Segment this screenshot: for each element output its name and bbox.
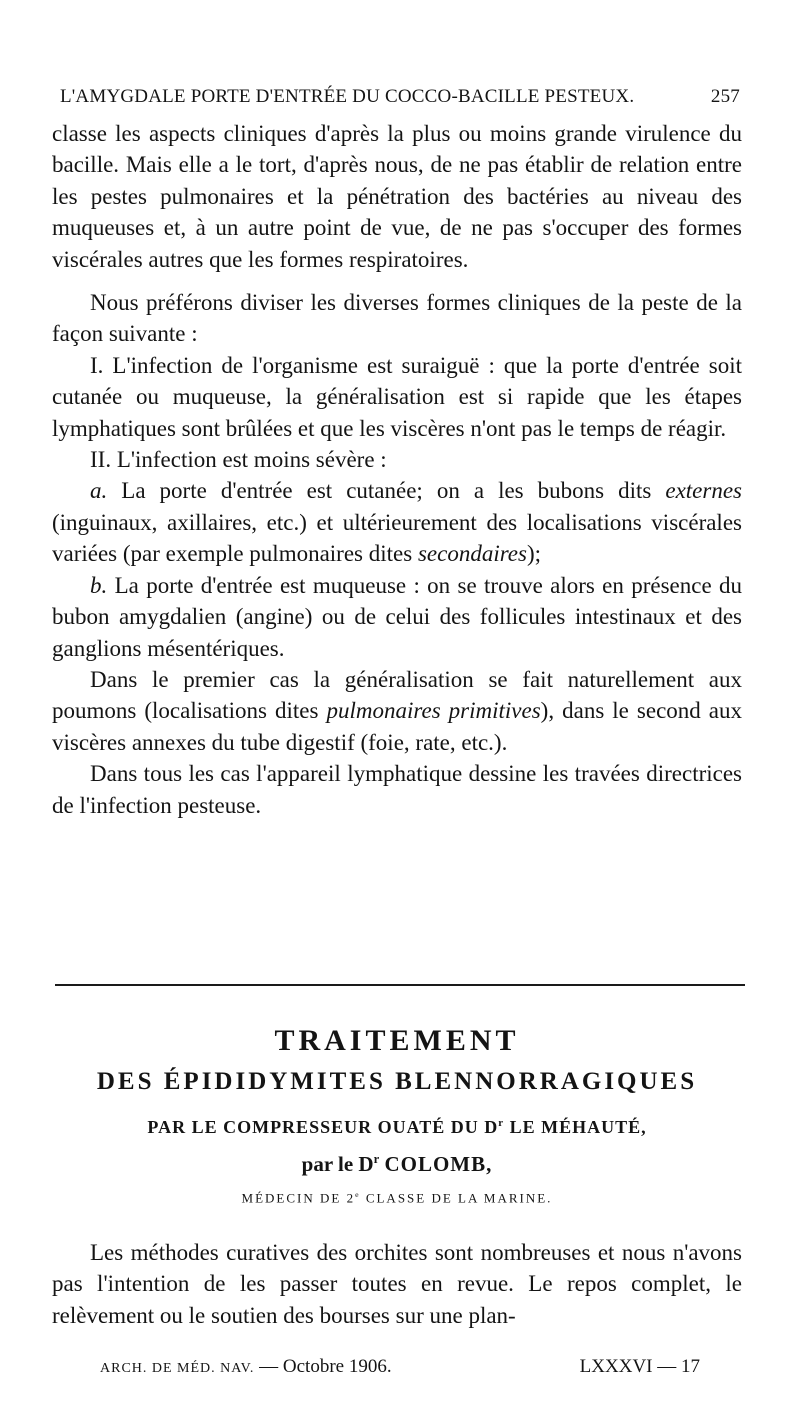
italic-term: pulmonaires primitives xyxy=(326,698,541,724)
article-subtitle-2 xyxy=(52,1117,742,1138)
superscript: e xyxy=(355,1190,361,1199)
text-run: ), dans le second aux viscères annexes du tube digestif (foie, rate, etc.). xyxy=(52,698,743,755)
footer-left xyxy=(100,1356,392,1378)
article-title: TRAITEMENT xyxy=(274,1024,520,1057)
text-run: CLASSE DE LA MARINE. xyxy=(365,1190,553,1206)
article-body xyxy=(52,1237,742,1331)
section-divider xyxy=(55,984,745,986)
paragraph: Nous préférons diviser les diverses formes cliniques de la peste de la façon suivante : xyxy=(52,290,742,347)
paragraph xyxy=(52,475,742,569)
text-run: La porte d'entrée est muqueuse : on se trouve alors en présence du bubon amygdalien (angine) ou de celui des follicules intestinaux et des ganglions mésentériques. xyxy=(52,572,742,661)
italic-term: externes xyxy=(665,478,742,504)
author-line xyxy=(52,1152,742,1177)
issue-date: — Octobre 1906. xyxy=(259,1356,392,1377)
journal-abbr: ARCH. DE MÉD. NAV. xyxy=(100,1361,255,1376)
paragraph: Les méthodes curatives des orchites sont nombreuses et nous n'avons pas l'intention de les passer toutes en revue. Le repos complet, le relèvement ou le soutien des bourses sur une plan- xyxy=(52,1240,742,1328)
paragraph xyxy=(52,570,742,664)
text-run: PAR LE COMPRESSEUR OUATÉ DU D xyxy=(147,1117,499,1137)
article-continuation xyxy=(52,118,742,821)
text-run: ); xyxy=(526,541,542,567)
signature-mark: LXXXVI — 17 xyxy=(579,1356,700,1377)
paragraph xyxy=(52,664,742,758)
paragraph: Dans tous les cas l'appareil lymphatique dessine les travées directrices de l'infection pesteuse. xyxy=(52,761,742,818)
superscript: r xyxy=(498,1117,505,1129)
running-title: L'AMYGDALE PORTE D'ENTRÉE DU COCCO-BACILLE PESTEUX. xyxy=(60,86,635,107)
list-marker: b. xyxy=(90,572,108,598)
text-run: LE MÉHAUTÉ, xyxy=(509,1117,647,1137)
paragraph: I. L'infection de l'organisme est suraiguë : que la porte d'entrée soit cutanée ou muqueuse, la généralisation est si rapide que les étapes lymphatiques sont brûlées et que les viscères n'ont pas le temps de réagir. xyxy=(52,352,742,441)
superscript: r xyxy=(373,1152,380,1166)
text-run: MÉDECIN DE 2 xyxy=(241,1190,356,1206)
page-number: 257 xyxy=(710,86,740,107)
text-run: par le D xyxy=(301,1152,374,1176)
list-marker: a. xyxy=(90,478,108,504)
paragraph: II. L'infection est moins sévère : xyxy=(90,447,387,473)
text-run: La porte d'entrée est cutanée; on a les bubons dits xyxy=(121,478,652,504)
text-run: Dans le premier cas la généralisation se fait naturellement aux poumons (localisations dites xyxy=(52,666,742,724)
paragraph: classe les aspects cliniques d'après la plus ou moins grande virulence du bacille. Mais elle a le tort, d'après nous, de ne pas établir de relation entre les pestes pulmonaires et la pénétration des bactéries au niveau des muqueuses et, à un autre point de vue, de ne pas s'occuper des formes viscérales autres que les formes respiratoires. xyxy=(52,121,742,272)
author-rank xyxy=(52,1190,742,1206)
italic-term: secondaires xyxy=(417,541,527,567)
article-subtitle: DES ÉPIDIDYMITES BLENNORRAGIQUES xyxy=(96,1068,698,1095)
author-name: COLOMB, xyxy=(384,1152,493,1176)
text-run: (inguinaux, axillaires, etc.) et ultérieurement des localisations viscérales variées (par exemple pulmonaires dites xyxy=(52,509,742,567)
